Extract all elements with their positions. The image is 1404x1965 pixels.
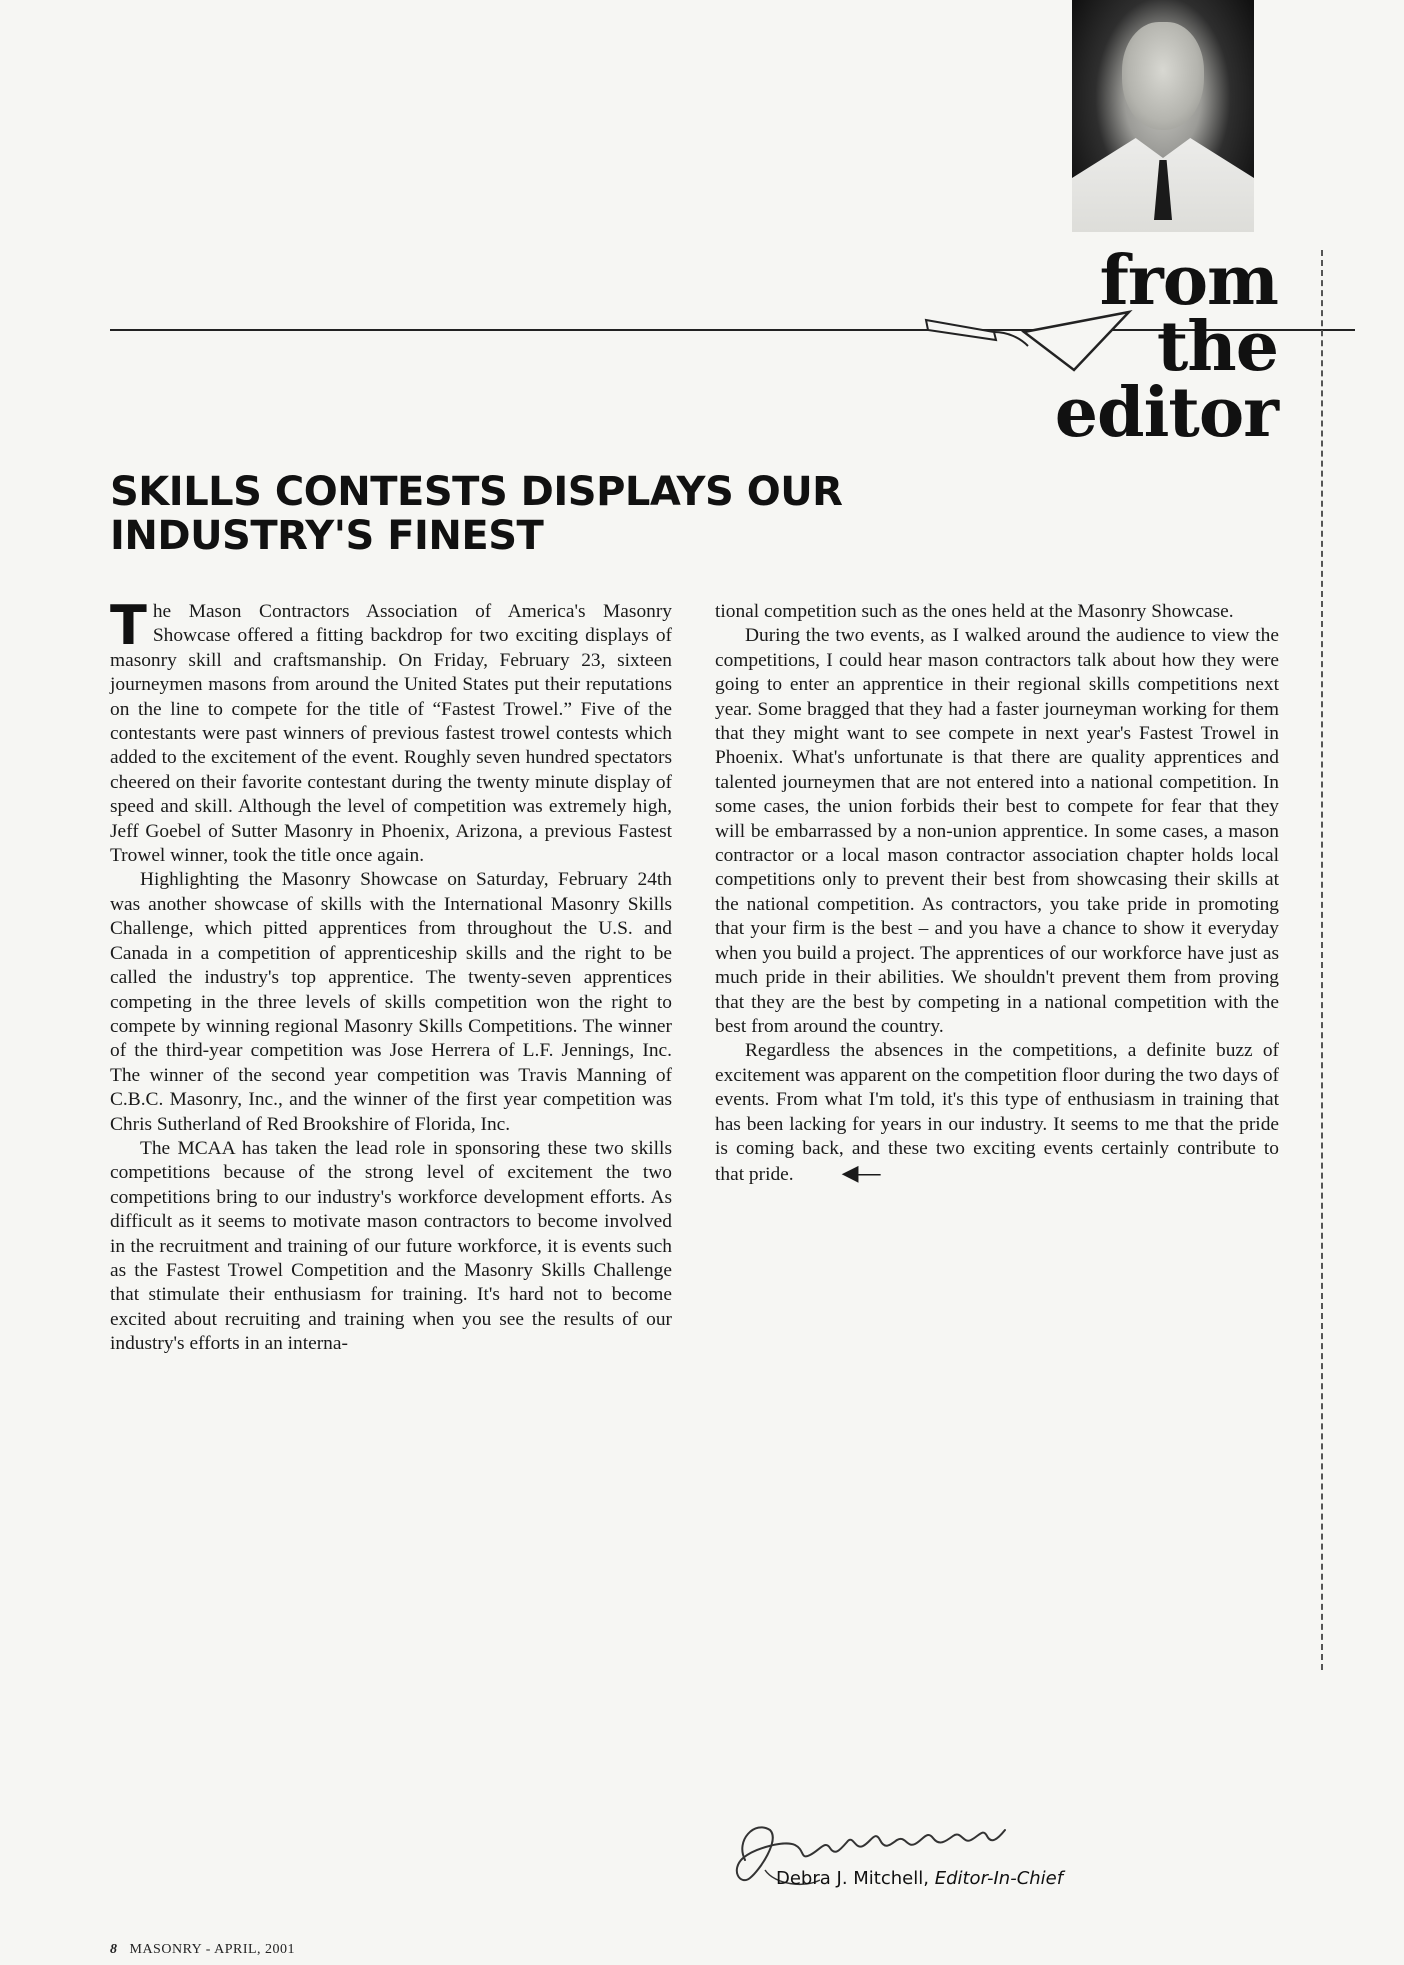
editor-photo [1072, 0, 1254, 232]
masthead [968, 241, 1278, 453]
end-mark-icon: ◀— [841, 1160, 881, 1186]
paragraph [110, 594, 672, 868]
masthead-line2: editor [1054, 373, 1278, 453]
paragraph-text: Regardless the absences in the competitions, a definite buzz of excitement was apparent on the competition floor during the two days of events. From what I'm told, it's this type of enthusiasm in training that has been lacking for years in our industry. It seems to me that the pride is coming back, and these two exciting events certainly contribute to that pride. [715, 1040, 1279, 1186]
article-column-left [110, 594, 672, 1357]
drop-cap: T [110, 594, 147, 657]
paragraph [715, 1039, 1279, 1187]
paragraph: The MCAA has taken the lead role in sponsoring these two skills competitions because of the strong level of excitement the two competitions bring to our industry's workforce development efforts. As difficult as it seems to motivate mason contractors to become involved in the recruitment and training of our future workforce, it is events such as the Fastest Trowel Competition and the Masonry Skills Challenge that stimulate their enthusiasm for training. It's hard not to become excited about recruiting and training when you see the results of our industry's efforts in an interna- [110, 1137, 672, 1355]
editor-name: Debra J. Mitchell, [776, 1868, 929, 1889]
article-column-right [715, 600, 1279, 1188]
editor-role: Editor-In-Chief [934, 1868, 1064, 1889]
paragraph: tional competition such as the ones held at the Masonry Showcase. [715, 601, 1234, 622]
editor-credit [776, 1868, 1063, 1889]
article-headline: SKILLS CONTESTS DISPLAYS OUR INDUSTRY'S FINEST [110, 469, 843, 559]
paragraph: Highlighting the Masonry Showcase on Saturday, February 24th was another showcase of skills with the International Masonry Skills Challenge, which pitted apprentices from throughout the U.S. and Canada in a competition of apprenticeship skills and the right to be called the industry's top apprentice. The twenty-seven apprentices competing in the three levels of skills competition won the right to compete by winning regional Masonry Skills Competitions. The winner of the third-year competition was Jose Herrera of L.F. Jennings, Inc. The winner of the second year competition was Travis Manning of C.B.C. Masonry, Inc., and the winner of the first year competition was Chris Sutherland of Red Brookshire of Florida, Inc. [110, 869, 672, 1135]
editor-face [1122, 22, 1204, 130]
page-number: 8 [110, 1942, 118, 1957]
page-footer [110, 1942, 295, 1958]
paragraph-text: he Mason Contractors Association of America's Masonry Showcase offered a fitting backdrop for two exciting displays of masonry skill and craftsmanship. On Friday, February 23, sixteen journeymen masons from around the United States put their reputations on the line to compete for the title of “Fastest Trowel.” Five of the contestants were past winners of previous fastest trowel contests which added to the excitement of the event. Roughly seven hundred spectators cheered on their favorite contestant during the twenty minute display of speed and skill. Although the level of competition was extremely high, Jeff Goebel of Sutter Masonry in Phoenix, Arizona, a previous Fastest Trowel winner, took the title once again. [110, 601, 672, 867]
masthead-line1: from the [1099, 241, 1278, 387]
paragraph: During the two events, as I walked around the audience to view the competitions, I could hear mason contractors talk about how they were going to enter an apprentice in their regional skills competitions next year. Some bragged that they had a faster journeyman working for them that they might want to see compete in next year's Fastest Trowel in Phoenix. What's unfortunate is that there are quality apprentices and talented journeymen that are not entered into a national competition. In some cases, the union forbids their best to compete for fear that they will be embarrassed by a non-union apprentice. In some cases, a mason contractor or a local mason contractor association chapter holds local competitions only to prevent their best from showcasing their skills at the national competition. As contractors, you take pride in promoting that your firm is the best – and you have a chance to show it everyday when you build a project. The apprentices of our workforce have just as much pride in their abilities. We shouldn't prevent them from proving that they are the best by competing in a national competition with the best from around the country. [715, 625, 1279, 1037]
dashed-rule [1321, 250, 1323, 1670]
publication-info: MASONRY - APRIL, 2001 [129, 1942, 296, 1957]
